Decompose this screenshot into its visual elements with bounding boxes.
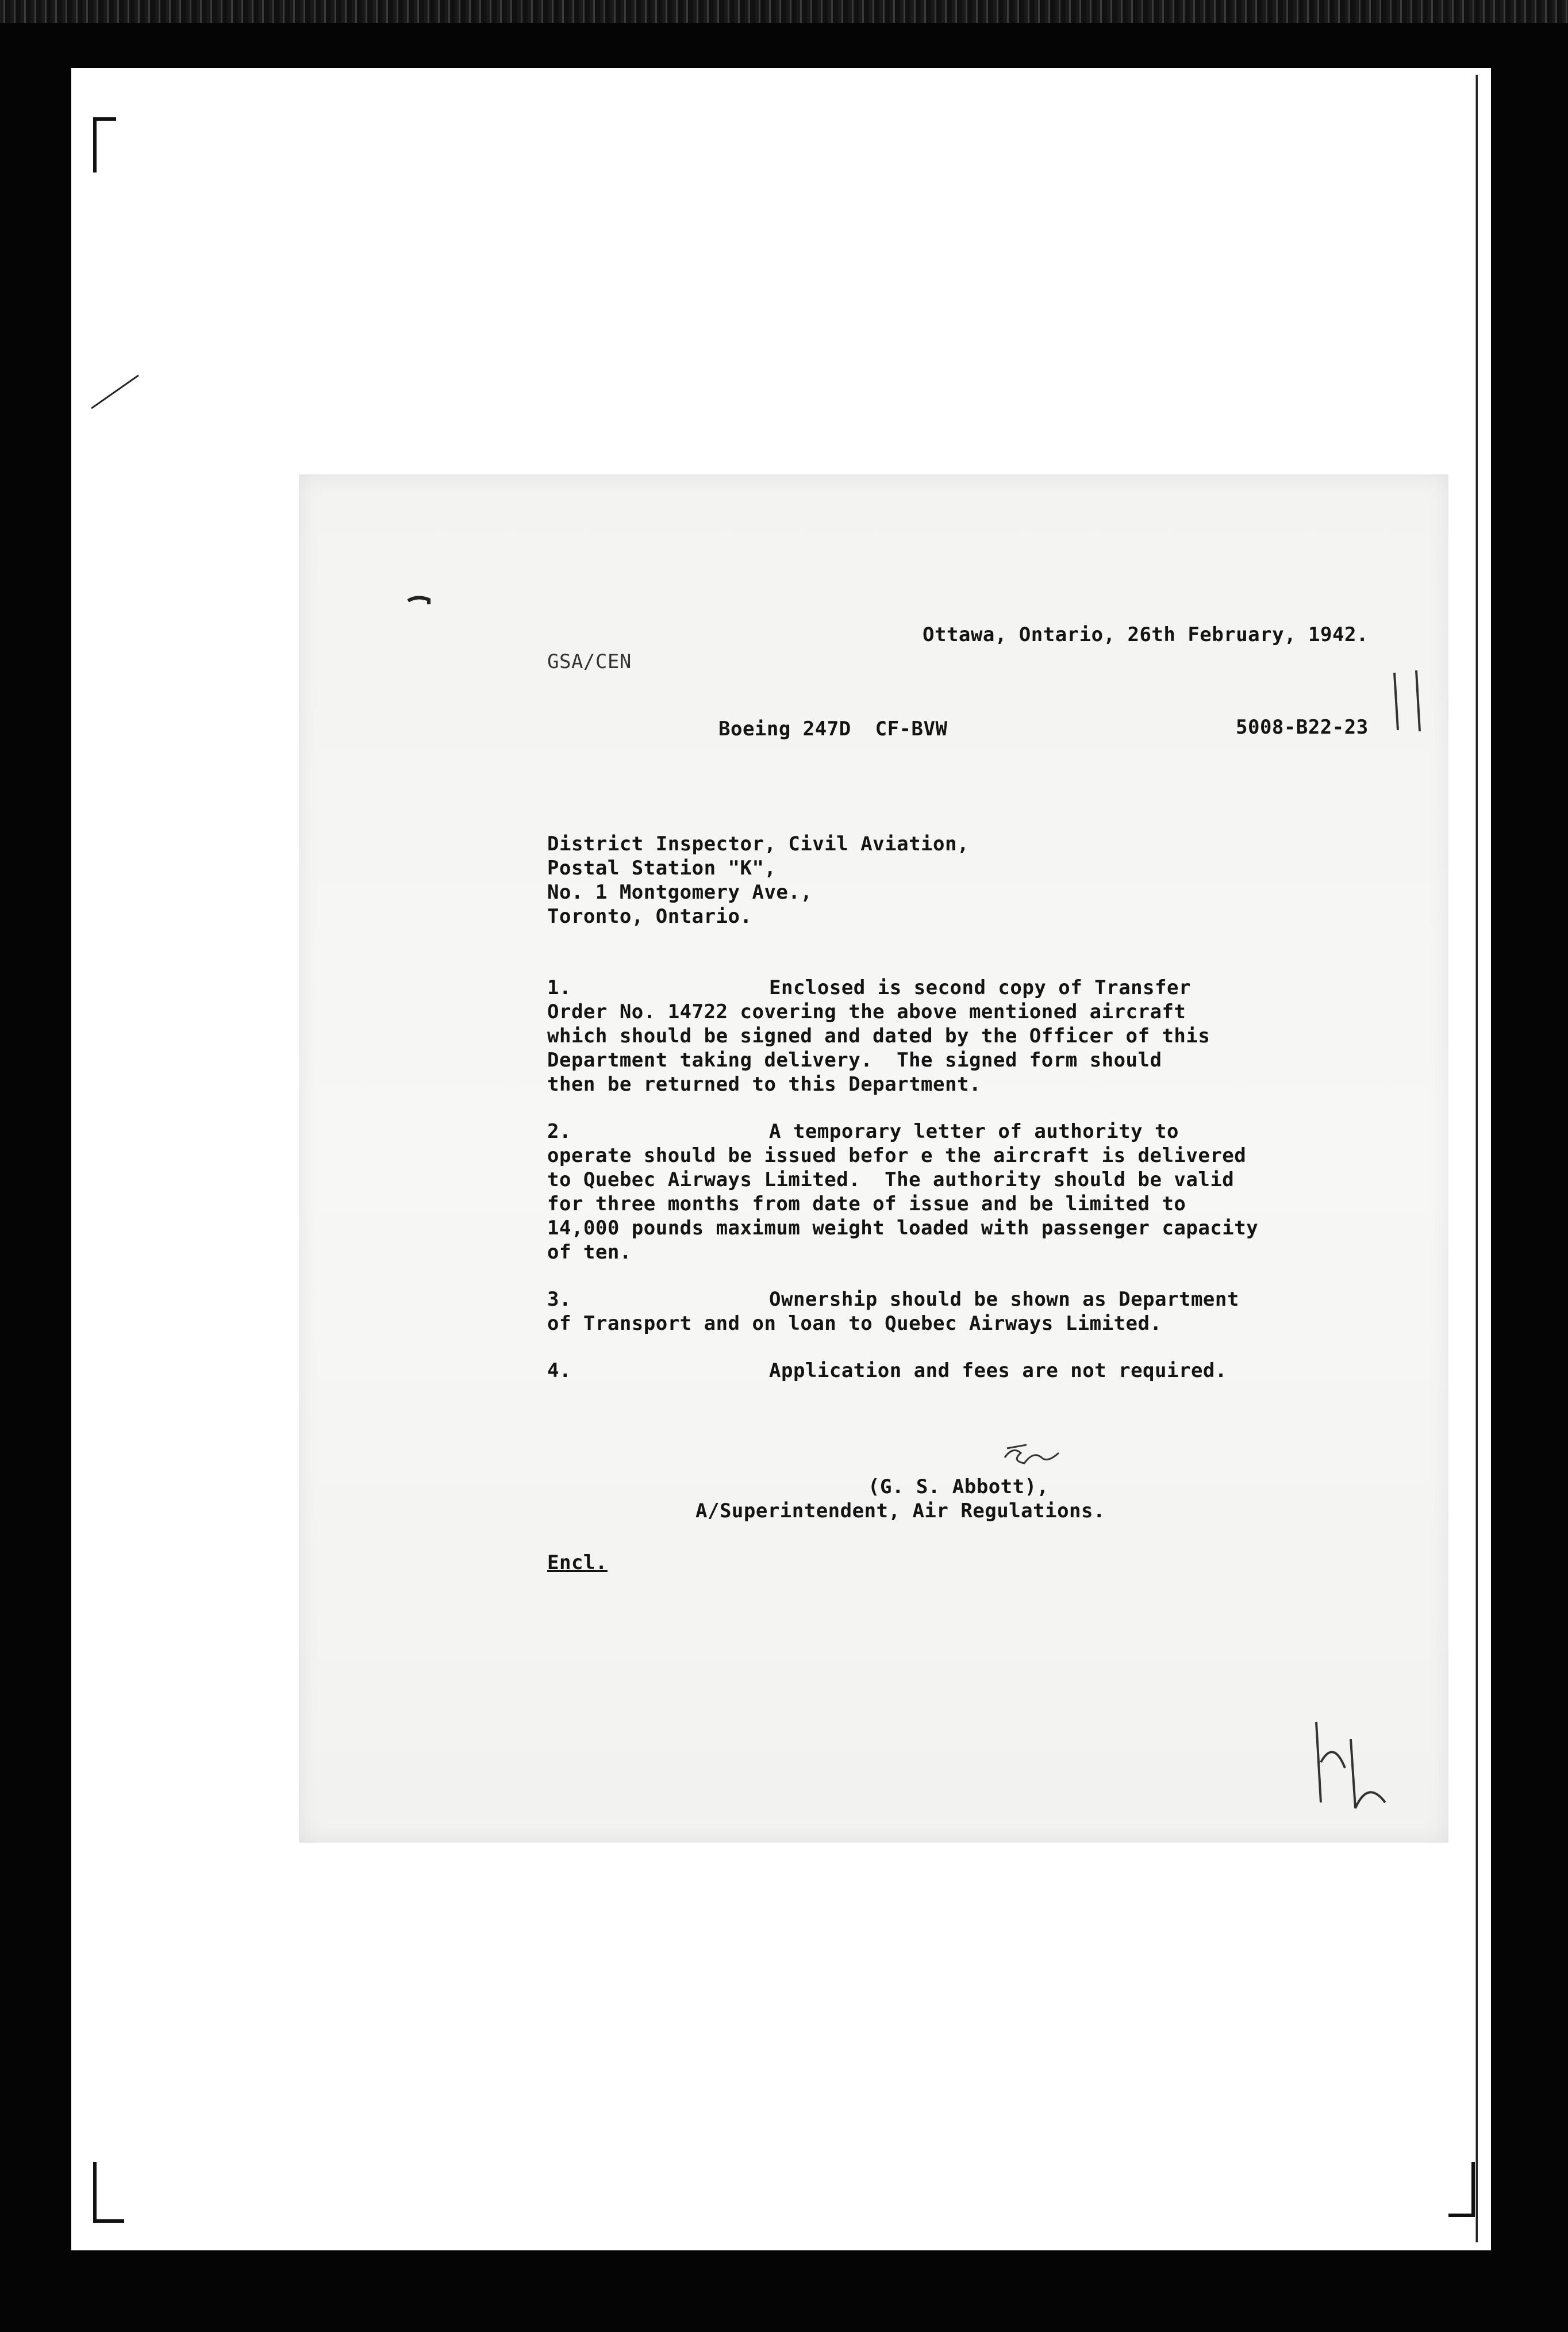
pen-tick-mark — [407, 595, 431, 607]
address-line: District Inspector, Civil Aviation, — [547, 833, 969, 856]
letter-page — [299, 474, 1448, 1843]
address-line: Postal Station "K", — [547, 857, 777, 880]
crop-mark-bottom-right — [1448, 2162, 1475, 2217]
crop-mark-top-left — [93, 117, 116, 172]
crop-mark-bottom-left — [93, 2162, 124, 2223]
paragraph-line: Order No. 14722 covering the above mentioned aircraft — [547, 1000, 1186, 1023]
film-strip-top — [0, 0, 1568, 23]
file-number: 5008-B22-23 — [1236, 716, 1369, 739]
paragraph-first-line: A temporary letter of authority to — [769, 1120, 1179, 1143]
date-line: Ottawa, Ontario, 26th February, 1942. — [923, 623, 1369, 646]
subject-line: Boeing 247D CF-BVW — [718, 718, 948, 741]
paragraph-line: which should be signed and dated by the Officer of this — [547, 1025, 1210, 1048]
handwritten-mark-bottom — [1310, 1716, 1397, 1814]
paragraph-number: 4. — [547, 1359, 571, 1382]
paragraph-line: then be returned to this Department. — [547, 1073, 981, 1096]
paragraph-first-line: Application and fees are not required. — [769, 1359, 1227, 1382]
paragraph-line: to Quebec Airways Limited. The authority should be valid — [547, 1168, 1235, 1191]
paragraph-line: Department taking delivery. The signed form should — [547, 1049, 1162, 1072]
paragraph-line: operate should be issued befor e the aircraft is delivered — [547, 1144, 1247, 1167]
enclosure-note: Encl. — [547, 1551, 608, 1574]
paragraph-number: 3. — [547, 1288, 571, 1311]
paragraph-number: 1. — [547, 976, 571, 999]
paragraph-line: for three months from date of issue and be limited to — [547, 1192, 1186, 1215]
paragraph-line: of Transport and on loan to Quebec Airways Limited. — [547, 1312, 1162, 1335]
paragraph-line: of ten. — [547, 1241, 632, 1264]
signature-initials — [1001, 1440, 1064, 1472]
signatory-title: A/Superintendent, Air Regulations. — [695, 1499, 1105, 1522]
paragraph-first-line: Enclosed is second copy of Transfer — [769, 976, 1191, 999]
paragraph-line: 14,000 pounds maximum weight loaded with passenger capacity — [547, 1217, 1259, 1240]
frame-right-edge — [1460, 75, 1489, 2242]
address-line: Toronto, Ontario. — [547, 905, 752, 928]
paragraph-first-line: Ownership should be shown as Department — [769, 1288, 1239, 1311]
signatory-name: (G. S. Abbott), — [868, 1475, 1049, 1498]
paragraph-number: 2. — [547, 1120, 571, 1143]
handwritten-mark-top — [1386, 667, 1438, 736]
reference-initials: GSA/CEN — [547, 650, 632, 673]
address-line: No. 1 Montgomery Ave., — [547, 881, 813, 904]
